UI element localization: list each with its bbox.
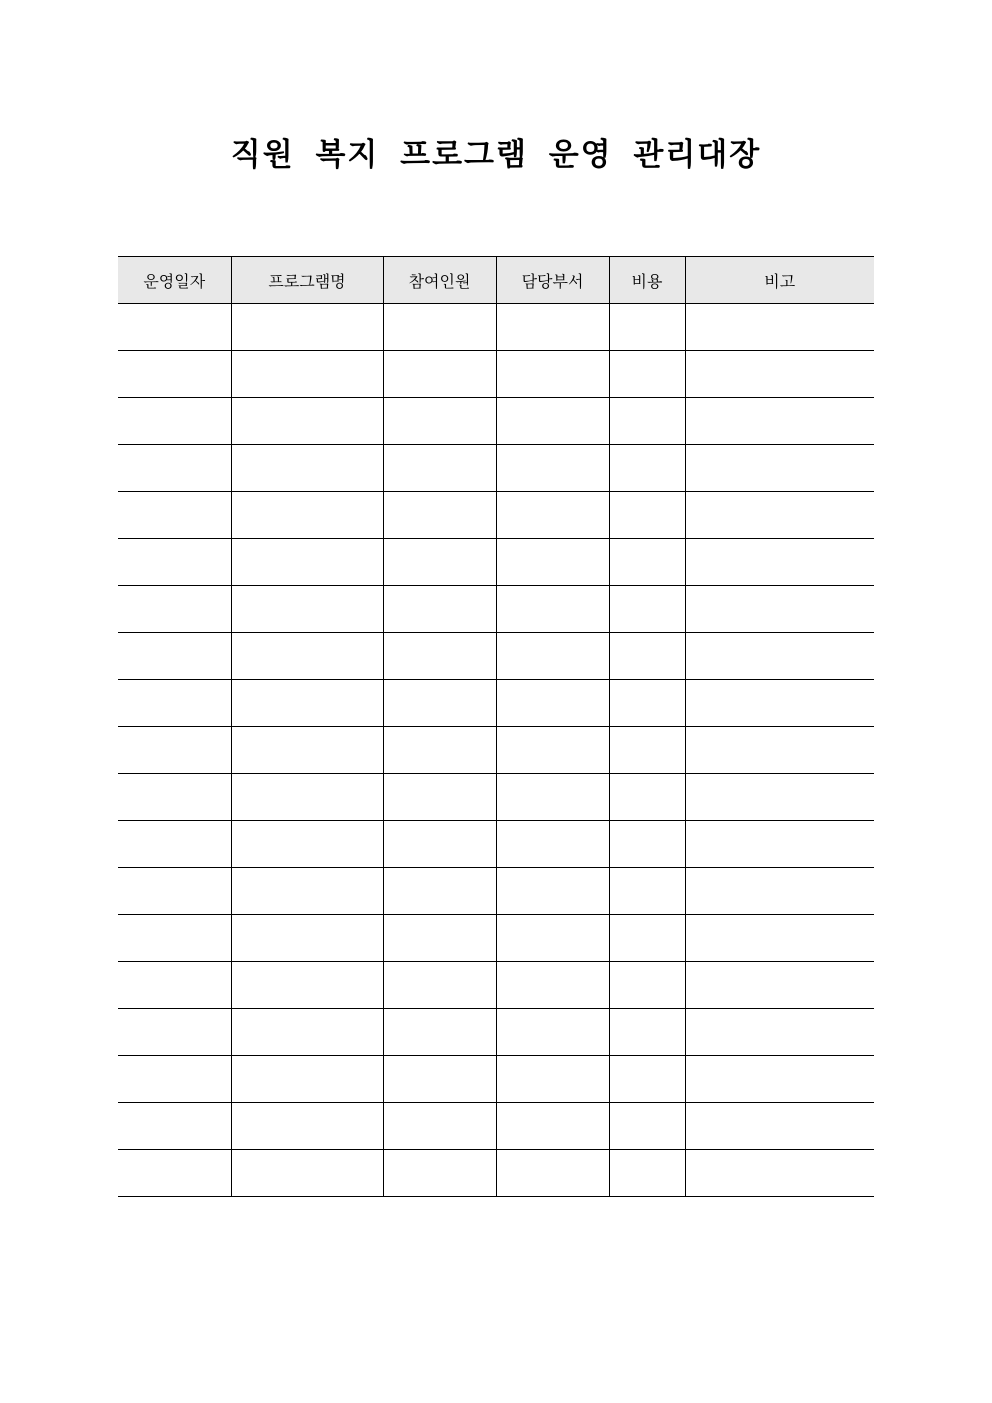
- cell-remarks[interactable]: [685, 774, 874, 821]
- cell-participants[interactable]: [383, 445, 496, 492]
- cell-remarks[interactable]: [685, 915, 874, 962]
- cell-operation-date[interactable]: [118, 539, 231, 586]
- cell-program-name[interactable]: [231, 1103, 383, 1150]
- header-department: 담당부서: [496, 257, 609, 304]
- table-row: [118, 398, 874, 445]
- cell-participants[interactable]: [383, 1056, 496, 1103]
- cell-program-name[interactable]: [231, 680, 383, 727]
- cell-cost[interactable]: [609, 492, 685, 539]
- cell-cost[interactable]: [609, 727, 685, 774]
- table-row: [118, 915, 874, 962]
- cell-operation-date[interactable]: [118, 445, 231, 492]
- cell-participants[interactable]: [383, 1150, 496, 1197]
- cell-participants[interactable]: [383, 868, 496, 915]
- cell-cost[interactable]: [609, 351, 685, 398]
- table-row: [118, 539, 874, 586]
- table-row: [118, 1150, 874, 1197]
- cell-program-name[interactable]: [231, 539, 383, 586]
- table-row: [118, 304, 874, 351]
- cell-department[interactable]: [496, 304, 609, 351]
- cell-program-name[interactable]: [231, 398, 383, 445]
- table-body: [118, 304, 874, 1197]
- cell-operation-date[interactable]: [118, 962, 231, 1009]
- cell-program-name[interactable]: [231, 727, 383, 774]
- table-row: [118, 1103, 874, 1150]
- cell-cost[interactable]: [609, 1009, 685, 1056]
- cell-program-name[interactable]: [231, 868, 383, 915]
- cell-program-name[interactable]: [231, 633, 383, 680]
- cell-department[interactable]: [496, 398, 609, 445]
- table-row: [118, 351, 874, 398]
- cell-operation-date[interactable]: [118, 727, 231, 774]
- cell-department[interactable]: [496, 1009, 609, 1056]
- header-participants: 참여인원: [383, 257, 496, 304]
- cell-department[interactable]: [496, 680, 609, 727]
- cell-operation-date[interactable]: [118, 868, 231, 915]
- table-row: [118, 821, 874, 868]
- header-row: [118, 257, 874, 304]
- cell-department[interactable]: [496, 1150, 609, 1197]
- header-operation-date: 운영일자: [118, 257, 231, 304]
- cell-operation-date[interactable]: [118, 1056, 231, 1103]
- table-row: [118, 1056, 874, 1103]
- cell-remarks[interactable]: [685, 492, 874, 539]
- cell-participants[interactable]: [383, 304, 496, 351]
- cell-remarks[interactable]: [685, 445, 874, 492]
- cell-department[interactable]: [496, 1056, 609, 1103]
- cell-operation-date[interactable]: [118, 821, 231, 868]
- cell-cost[interactable]: [609, 821, 685, 868]
- header-program-name: 프로그램명: [231, 257, 383, 304]
- cell-department[interactable]: [496, 492, 609, 539]
- cell-department[interactable]: [496, 915, 609, 962]
- cell-department[interactable]: [496, 727, 609, 774]
- table-row: [118, 680, 874, 727]
- cell-department[interactable]: [496, 962, 609, 1009]
- header-remarks: 비고: [685, 257, 874, 304]
- cell-operation-date[interactable]: [118, 1009, 231, 1056]
- cell-operation-date[interactable]: [118, 398, 231, 445]
- cell-cost[interactable]: [609, 398, 685, 445]
- cell-program-name[interactable]: [231, 586, 383, 633]
- cell-cost[interactable]: [609, 539, 685, 586]
- cell-department[interactable]: [496, 633, 609, 680]
- cell-participants[interactable]: [383, 1103, 496, 1150]
- cell-program-name[interactable]: [231, 962, 383, 1009]
- table-row: [118, 586, 874, 633]
- cell-remarks[interactable]: [685, 962, 874, 1009]
- cell-operation-date[interactable]: [118, 915, 231, 962]
- cell-cost[interactable]: [609, 962, 685, 1009]
- cell-program-name[interactable]: [231, 445, 383, 492]
- cell-department[interactable]: [496, 1103, 609, 1150]
- cell-participants[interactable]: [383, 680, 496, 727]
- cell-remarks[interactable]: [685, 1103, 874, 1150]
- cell-program-name[interactable]: [231, 304, 383, 351]
- cell-operation-date[interactable]: [118, 1150, 231, 1197]
- cell-participants[interactable]: [383, 727, 496, 774]
- cell-participants[interactable]: [383, 821, 496, 868]
- cell-department[interactable]: [496, 868, 609, 915]
- cell-program-name[interactable]: [231, 1009, 383, 1056]
- cell-department[interactable]: [496, 539, 609, 586]
- cell-cost[interactable]: [609, 304, 685, 351]
- cell-remarks[interactable]: [685, 1056, 874, 1103]
- cell-cost[interactable]: [609, 868, 685, 915]
- cell-cost[interactable]: [609, 1056, 685, 1103]
- cell-department[interactable]: [496, 445, 609, 492]
- cell-operation-date[interactable]: [118, 304, 231, 351]
- cell-program-name[interactable]: [231, 1056, 383, 1103]
- cell-department[interactable]: [496, 774, 609, 821]
- cell-cost[interactable]: [609, 1103, 685, 1150]
- cell-participants[interactable]: [383, 774, 496, 821]
- cell-remarks[interactable]: [685, 821, 874, 868]
- cell-program-name[interactable]: [231, 351, 383, 398]
- cell-remarks[interactable]: [685, 586, 874, 633]
- cell-participants[interactable]: [383, 398, 496, 445]
- cell-program-name[interactable]: [231, 1150, 383, 1197]
- cell-remarks[interactable]: [685, 680, 874, 727]
- cell-participants[interactable]: [383, 492, 496, 539]
- table-row: [118, 445, 874, 492]
- page-title: 직원 복지 프로그램 운영 관리대장: [230, 137, 762, 173]
- table-row: [118, 492, 874, 539]
- cell-remarks[interactable]: [685, 633, 874, 680]
- cell-department[interactable]: [496, 351, 609, 398]
- table-row: [118, 633, 874, 680]
- cell-department[interactable]: [496, 821, 609, 868]
- cell-participants[interactable]: [383, 962, 496, 1009]
- cell-operation-date[interactable]: [118, 680, 231, 727]
- header-cost: 비용: [609, 257, 685, 304]
- table-row: [118, 774, 874, 821]
- cell-operation-date[interactable]: [118, 492, 231, 539]
- cell-remarks[interactable]: [685, 1150, 874, 1197]
- cell-operation-date[interactable]: [118, 586, 231, 633]
- cell-remarks[interactable]: [685, 351, 874, 398]
- cell-program-name[interactable]: [231, 774, 383, 821]
- cell-remarks[interactable]: [685, 304, 874, 351]
- cell-participants[interactable]: [383, 539, 496, 586]
- cell-operation-date[interactable]: [118, 351, 231, 398]
- table-row: [118, 1009, 874, 1056]
- cell-remarks[interactable]: [685, 868, 874, 915]
- cell-cost[interactable]: [609, 680, 685, 727]
- cell-department[interactable]: [496, 586, 609, 633]
- cell-participants[interactable]: [383, 915, 496, 962]
- cell-cost[interactable]: [609, 586, 685, 633]
- cell-operation-date[interactable]: [118, 1103, 231, 1150]
- cell-participants[interactable]: [383, 351, 496, 398]
- cell-program-name[interactable]: [231, 915, 383, 962]
- cell-cost[interactable]: [609, 445, 685, 492]
- cell-operation-date[interactable]: [118, 774, 231, 821]
- welfare-program-register-table: [118, 256, 874, 1197]
- cell-program-name[interactable]: [231, 821, 383, 868]
- cell-operation-date[interactable]: [118, 633, 231, 680]
- cell-remarks[interactable]: [685, 727, 874, 774]
- cell-participants[interactable]: [383, 1009, 496, 1056]
- cell-program-name[interactable]: [231, 492, 383, 539]
- table-row: [118, 727, 874, 774]
- cell-cost[interactable]: [609, 915, 685, 962]
- table-row: [118, 962, 874, 1009]
- cell-participants[interactable]: [383, 586, 496, 633]
- table-row: [118, 868, 874, 915]
- cell-remarks[interactable]: [685, 398, 874, 445]
- cell-cost[interactable]: [609, 633, 685, 680]
- cell-cost[interactable]: [609, 774, 685, 821]
- cell-participants[interactable]: [383, 633, 496, 680]
- cell-remarks[interactable]: [685, 539, 874, 586]
- cell-cost[interactable]: [609, 1150, 685, 1197]
- cell-remarks[interactable]: [685, 1009, 874, 1056]
